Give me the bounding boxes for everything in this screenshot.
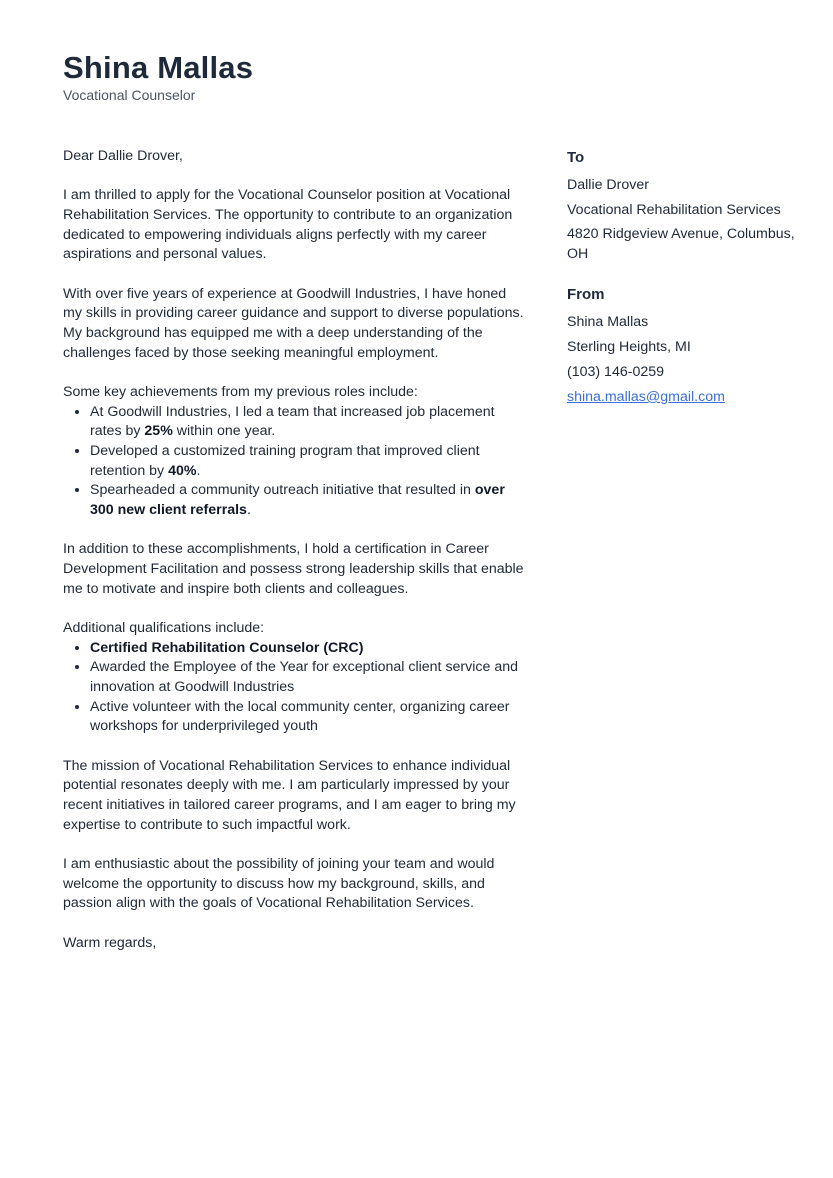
achievements-intro: Some key achievements from my previous roles include:: [63, 383, 418, 400]
list-item-text: within one year.: [172, 423, 276, 440]
list-item: [90, 698, 525, 737]
applicant-title: Vocational Counselor: [63, 87, 196, 103]
recipient-heading: To: [567, 149, 585, 166]
recipient-company: Vocational Rehabilitation Services: [567, 202, 781, 218]
qualifications-intro: Additional qualifications include:: [63, 619, 265, 636]
paragraph-intro: I am thrilled to apply for the Vocational Counselor position at Vocational Rehabilitation Services. The opportunity to contribute to an organization dedicated to empowering individuals aligns perfectly with my career aspirations and personal values.: [63, 187, 513, 263]
list-item-text: Awarded the Employee of the Year for exceptional client service and innovation at Goodwill Industries: [90, 659, 518, 695]
salutation: Dear Dallie Drover,: [63, 148, 183, 164]
paragraph-mission: The mission of Vocational Rehabilitation Services to enhance individual potential resonates deeply with me. I am particularly impressed by your recent initiatives in tailored career programs, and I am eager to bring my expertise to contribute to such impactful work.: [63, 757, 516, 833]
list-item: [90, 639, 525, 659]
list-item-emphasis: over 300 new client referrals: [90, 482, 505, 519]
list-item: [90, 481, 525, 520]
paragraph-experience: With over five years of experience at Goodwill Industries, I have honed my skills in providing career guidance and support to diverse populations. My background has equipped me with a deep understanding of the challenges faced by those seeking meaningful employment.: [63, 285, 524, 361]
sender-phone: (103) 146-0259: [567, 364, 665, 380]
qualifications-list: [63, 639, 525, 738]
sender-location: Sterling Heights, MI: [567, 339, 691, 355]
list-item-text: Spearheaded a community outreach initiative that resulted in: [90, 482, 475, 499]
list-item-text: At Goodwill Industries, I led a team that increased job placement rates by: [90, 403, 495, 440]
sender-email-link[interactable]: shina.mallas@gmail.com: [567, 389, 725, 405]
list-item-text: .: [196, 462, 201, 479]
paragraph-certification: In addition to these accomplishments, I hold a certification in Career Development Facilitation and possess strong leadership skills that enable me to motivate and inspire both clients and colleagues.: [63, 541, 524, 597]
list-item-emphasis: 25%: [144, 423, 173, 440]
letter-body: [63, 147, 525, 973]
list-item: [90, 658, 525, 697]
sign-off: Warm regards,: [63, 934, 157, 951]
recipient-address: 4820 Ridgeview Avenue, Columbus, OH: [567, 226, 795, 262]
list-item-text: .: [246, 502, 251, 519]
sender-name: Shina Mallas: [567, 314, 649, 330]
recipient-name: Dallie Drover: [567, 177, 649, 193]
sender-block: [567, 286, 807, 407]
list-item: [90, 442, 525, 481]
list-item-emphasis: 40%: [168, 462, 197, 479]
list-item: [90, 403, 525, 442]
sender-heading: From: [567, 286, 605, 303]
list-item-text: Active volunteer with the local community center, organizing career workshops for underprivileged youth: [90, 698, 510, 735]
achievements-list: [63, 403, 525, 521]
paragraph-closing: I am enthusiastic about the possibility of joining your team and would welcome the opportunity to discuss how my background, skills, and passion align with the goals of Vocational Rehabilitation Services.: [63, 855, 495, 912]
recipient-block: [567, 149, 807, 264]
list-item-emphasis: Certified Rehabilitation Counselor (CRC): [90, 639, 364, 656]
list-item-text: Developed a customized training program that improved client retention by: [90, 442, 480, 479]
contact-sidebar: [567, 149, 807, 429]
applicant-name: Shina Mallas: [63, 50, 254, 85]
